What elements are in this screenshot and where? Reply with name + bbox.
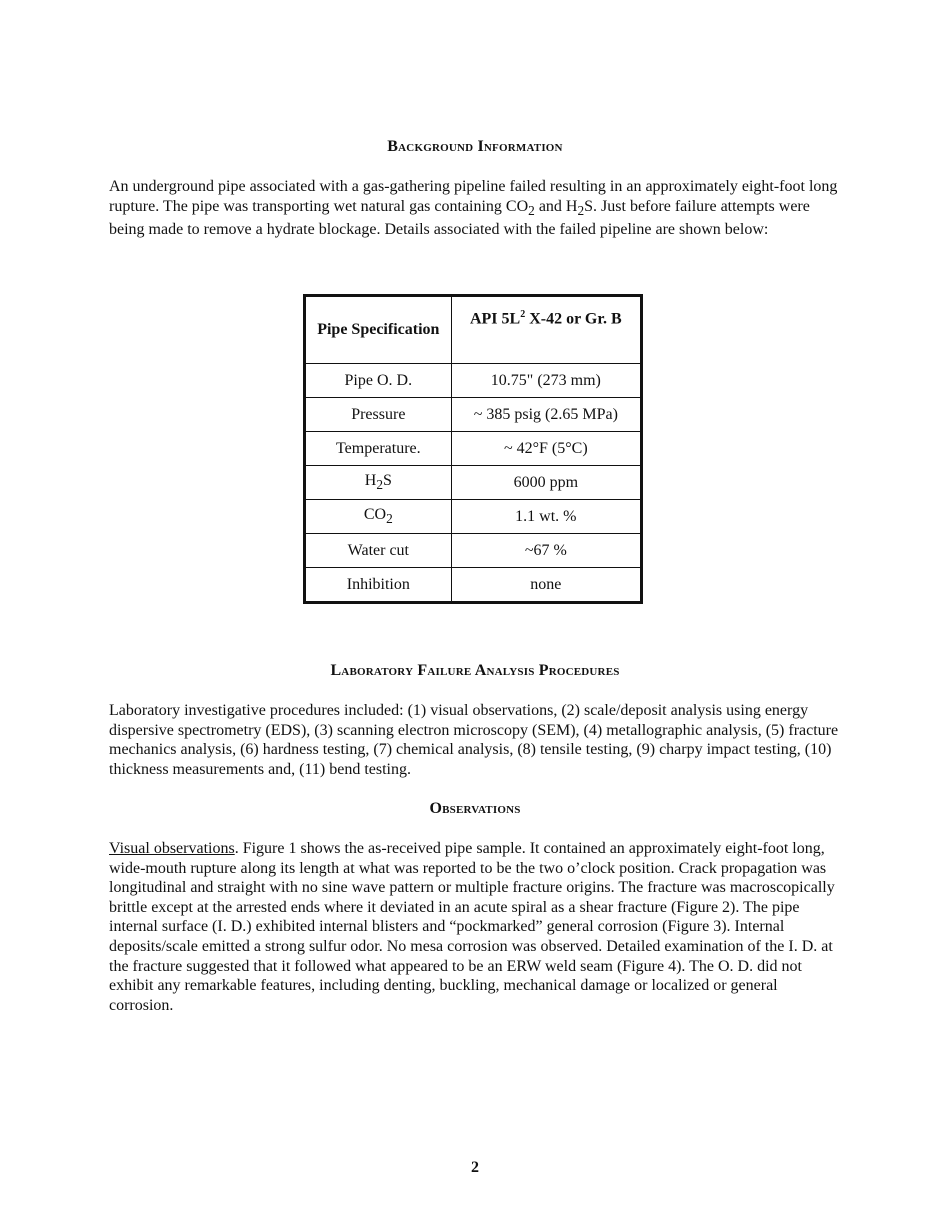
background-paragraph: [109, 177, 841, 240]
co2-co: CO: [363, 505, 387, 523]
table-row: [305, 534, 642, 568]
header-api-text: API 5L: [469, 310, 521, 328]
header-api-grade: X-42 or Gr. B: [525, 310, 622, 328]
table-row: [305, 398, 642, 432]
row-label: Pipe O. D.: [305, 364, 452, 398]
row-value: 10.75" (273 mm): [451, 364, 641, 398]
h2s-subscript: 2: [577, 202, 585, 218]
h2s-h: H: [364, 471, 377, 489]
co2-sub: 2: [386, 511, 393, 527]
header-api-sup: 2: [520, 309, 526, 320]
background-text-c: S. Just before failure attempts were being made to remove a hydrate blockage. Details associated with the failed pipeline are shown below:: [109, 197, 810, 239]
row-value: ~ 385 psig (2.65 MPa): [451, 398, 641, 432]
header-pipe-specification: Pipe Specification: [305, 296, 452, 364]
row-label-co2: [305, 500, 452, 534]
lab-paragraph: Laboratory investigative procedures included: (1) visual observations, (2) scale/deposit analysis using energy dispersive spectrometry (EDS), (3) scanning electron microscopy (SEM), (4) metallographic analysis, (5) fracture mechanics analysis, (6) hardness testing, (7) chemical analysis, (8) tensile testing, (9) charpy impact testing, (10) thickness measurements and, (11) bend testing.: [109, 702, 839, 778]
lab-heading: Laboratory Failure Analysis Procedures: [330, 662, 620, 679]
pipe-spec-table: [303, 294, 643, 604]
row-value: ~ 42°F (5°C): [451, 432, 641, 466]
row-label-h2s: [305, 466, 452, 500]
table-header-row: [305, 296, 642, 364]
header-api-spec: [451, 296, 641, 364]
row-value: 6000 ppm: [451, 466, 641, 500]
co2-subscript: 2: [528, 202, 535, 218]
visual-observations-lead: Visual observations: [109, 840, 235, 857]
observations-text: . Figure 1 shows the as-received pipe sample. It contained an approximately eight-foot long, wide-mouth rupture along its length at what was reported to be the two o’clock position. Crack propagation was longitudinal and straight with no sine wave pattern or multiple fracture origins. The fracture was macroscopically brittle except at the arrested ends where it deviated in an acute spiral as a shear fracture (Figure 2). The pipe internal surface (I. D.) exhibited internal blisters and “pockmarked” general corrosion (Figure 3). Internal deposits/scale emitted a strong sulfur odor. No mesa corrosion was observed. Detailed examination of the I. D. at the fracture suggested that it followed what appeared to be an ERW weld seam (Figure 4). The O. D. did not exhibit any remarkable features, including denting, buckling, mechanical damage or localized or general corrosion.: [109, 840, 835, 1014]
table-row: [305, 568, 642, 603]
row-label: Water cut: [305, 534, 452, 568]
table-row: [305, 466, 642, 500]
observations-heading: Observations: [429, 800, 521, 817]
observations-paragraph: [109, 839, 841, 1015]
row-label: Inhibition: [305, 568, 452, 603]
background-text-a: An underground pipe associated with a gas-gathering pipeline failed resulting in an approximately eight-foot long rupture. The pipe was transporting wet natural gas containing CO: [109, 178, 838, 215]
background-heading: Background Information: [387, 138, 563, 155]
row-label: Pressure: [305, 398, 452, 432]
table-row: [305, 500, 642, 534]
row-value: 1.1 wt. %: [451, 500, 641, 534]
h2s-sub: 2: [376, 477, 383, 493]
row-value: none: [451, 568, 641, 603]
background-text-b: and H: [534, 197, 578, 215]
h2s-s: S: [382, 471, 392, 489]
page-number: 2: [471, 1159, 479, 1176]
table-row: [305, 432, 642, 466]
row-value: ~67 %: [451, 534, 641, 568]
row-label: Temperature.: [305, 432, 452, 466]
table-row: [305, 364, 642, 398]
